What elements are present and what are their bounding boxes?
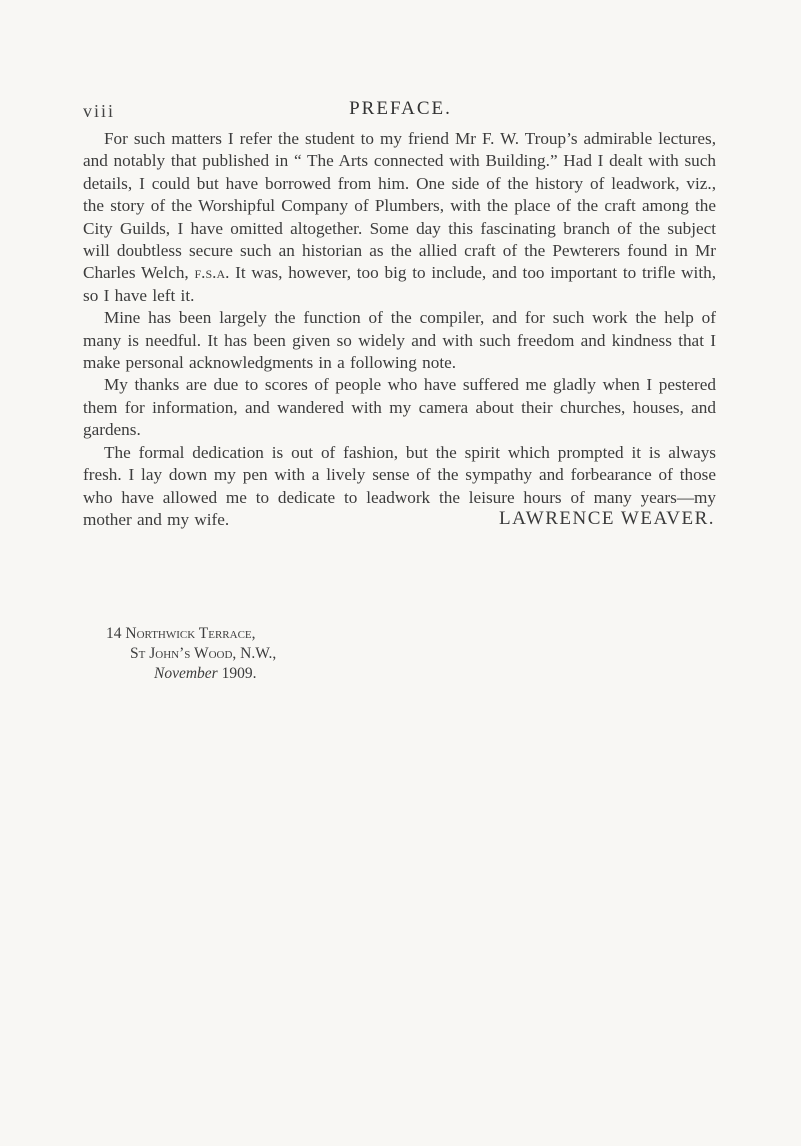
- paragraph-1: [83, 128, 716, 307]
- fsa-abbreviation: f.s.a.: [194, 263, 230, 283]
- address-date: [106, 664, 276, 684]
- address-line-2: St John’s Wood, N.W.,: [130, 645, 277, 662]
- date-month: November: [154, 665, 218, 682]
- paragraph-1-end: It was, however, too big to include, and too important to trifle with, so I have left it.: [83, 263, 716, 305]
- date-year: 1909.: [221, 665, 257, 682]
- address-line-1: 14 Northwick Terrace,: [106, 625, 256, 642]
- paragraph-3: My thanks are due to scores of people who have suffered me gladly when I pestered them for information, and wandered with my camera about their churches, houses, and gardens.: [83, 375, 716, 440]
- paragraph-1-text: For such matters I refer the student to my friend Mr F. W. Troup’s admirable lectures, and notably that published in “ The Arts connected with Building.” Had I dealt with such details, I could but have borrowed from him. One side of the history of leadwork, viz., the story of the Worshipful Company of Plumbers, with the place of the craft among the City Guilds, I have omitted altogether. Some day this fascinating branch of the subject will doubtless secure such an historian as the allied craft of the Pewterers found in Mr Charles Welch,: [83, 129, 716, 283]
- preface-body: [83, 128, 716, 531]
- page-number: viii: [83, 101, 116, 121]
- paragraph-4: The formal dedication is out of fashion, but the spirit which prompted it is always fresh. I lay down my pen with a lively sense of the sympathy and forbearance of those who have allowed me to dedicate to leadwork the leisure hours of many years—my mother and my wife.: [83, 442, 716, 529]
- author-address: [106, 624, 276, 684]
- running-head: PREFACE.: [349, 98, 452, 119]
- author-signature: LAWRENCE WEAVER.: [499, 508, 715, 529]
- paragraph-2: Mine has been largely the function of the compiler, and for such work the help of many is needful. It has been given so widely and with such freedom and kindness that I make personal acknowledgments in a following note.: [83, 308, 716, 373]
